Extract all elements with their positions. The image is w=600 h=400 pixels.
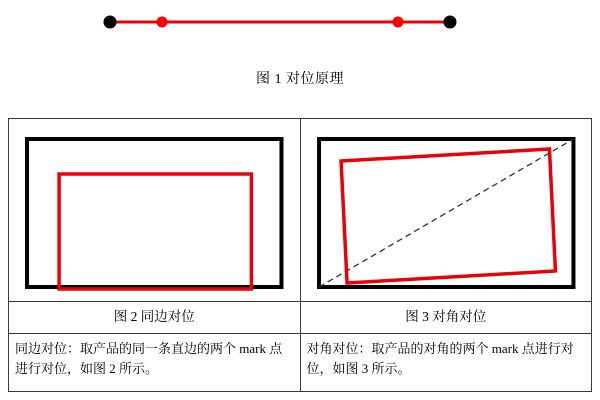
- outer-panel-rect: [27, 139, 281, 287]
- left-mark-point-icon: [157, 17, 168, 28]
- figure3-graphic-wrap: [301, 119, 592, 301]
- inner-product-rect: [341, 149, 555, 283]
- figure2-caption: 图 2 同边对位: [113, 309, 195, 324]
- figure1-caption: 图 1 对位原理: [256, 72, 344, 87]
- table-row-figures: [9, 119, 592, 302]
- alignment-principle-diagram: [100, 8, 460, 38]
- figure3-caption: 图 3 对角对位: [405, 309, 487, 324]
- diagonal-description-cell: [300, 334, 592, 392]
- inner-product-rect: [59, 174, 251, 289]
- table-row-figure-captions: [9, 302, 592, 334]
- figure1-area: [0, 0, 600, 60]
- figure2-cell: [9, 119, 301, 302]
- same-edge-alignment-diagram: [9, 119, 300, 301]
- figure3-caption-cell: [300, 302, 592, 334]
- left-endpoint-dot-icon: [104, 16, 117, 29]
- same-edge-description: 同边对位：取产品的同一条直边的两个 mark 点进行对位，如图 2 所示。: [15, 341, 283, 377]
- same-edge-description-cell: [9, 334, 301, 392]
- figures-table: [8, 118, 592, 392]
- figure3-cell: [300, 119, 592, 302]
- right-mark-point-icon: [393, 17, 404, 28]
- table-row-descriptions: [9, 334, 592, 392]
- figure2-graphic-wrap: [9, 119, 300, 301]
- diagonal-alignment-diagram: [301, 119, 592, 301]
- diagonal-description: 对角对位：取产品的对角的两个 mark 点进行对位，如图 3 所示。: [306, 341, 574, 377]
- figure2-caption-cell: [9, 302, 301, 334]
- right-endpoint-dot-icon: [444, 16, 457, 29]
